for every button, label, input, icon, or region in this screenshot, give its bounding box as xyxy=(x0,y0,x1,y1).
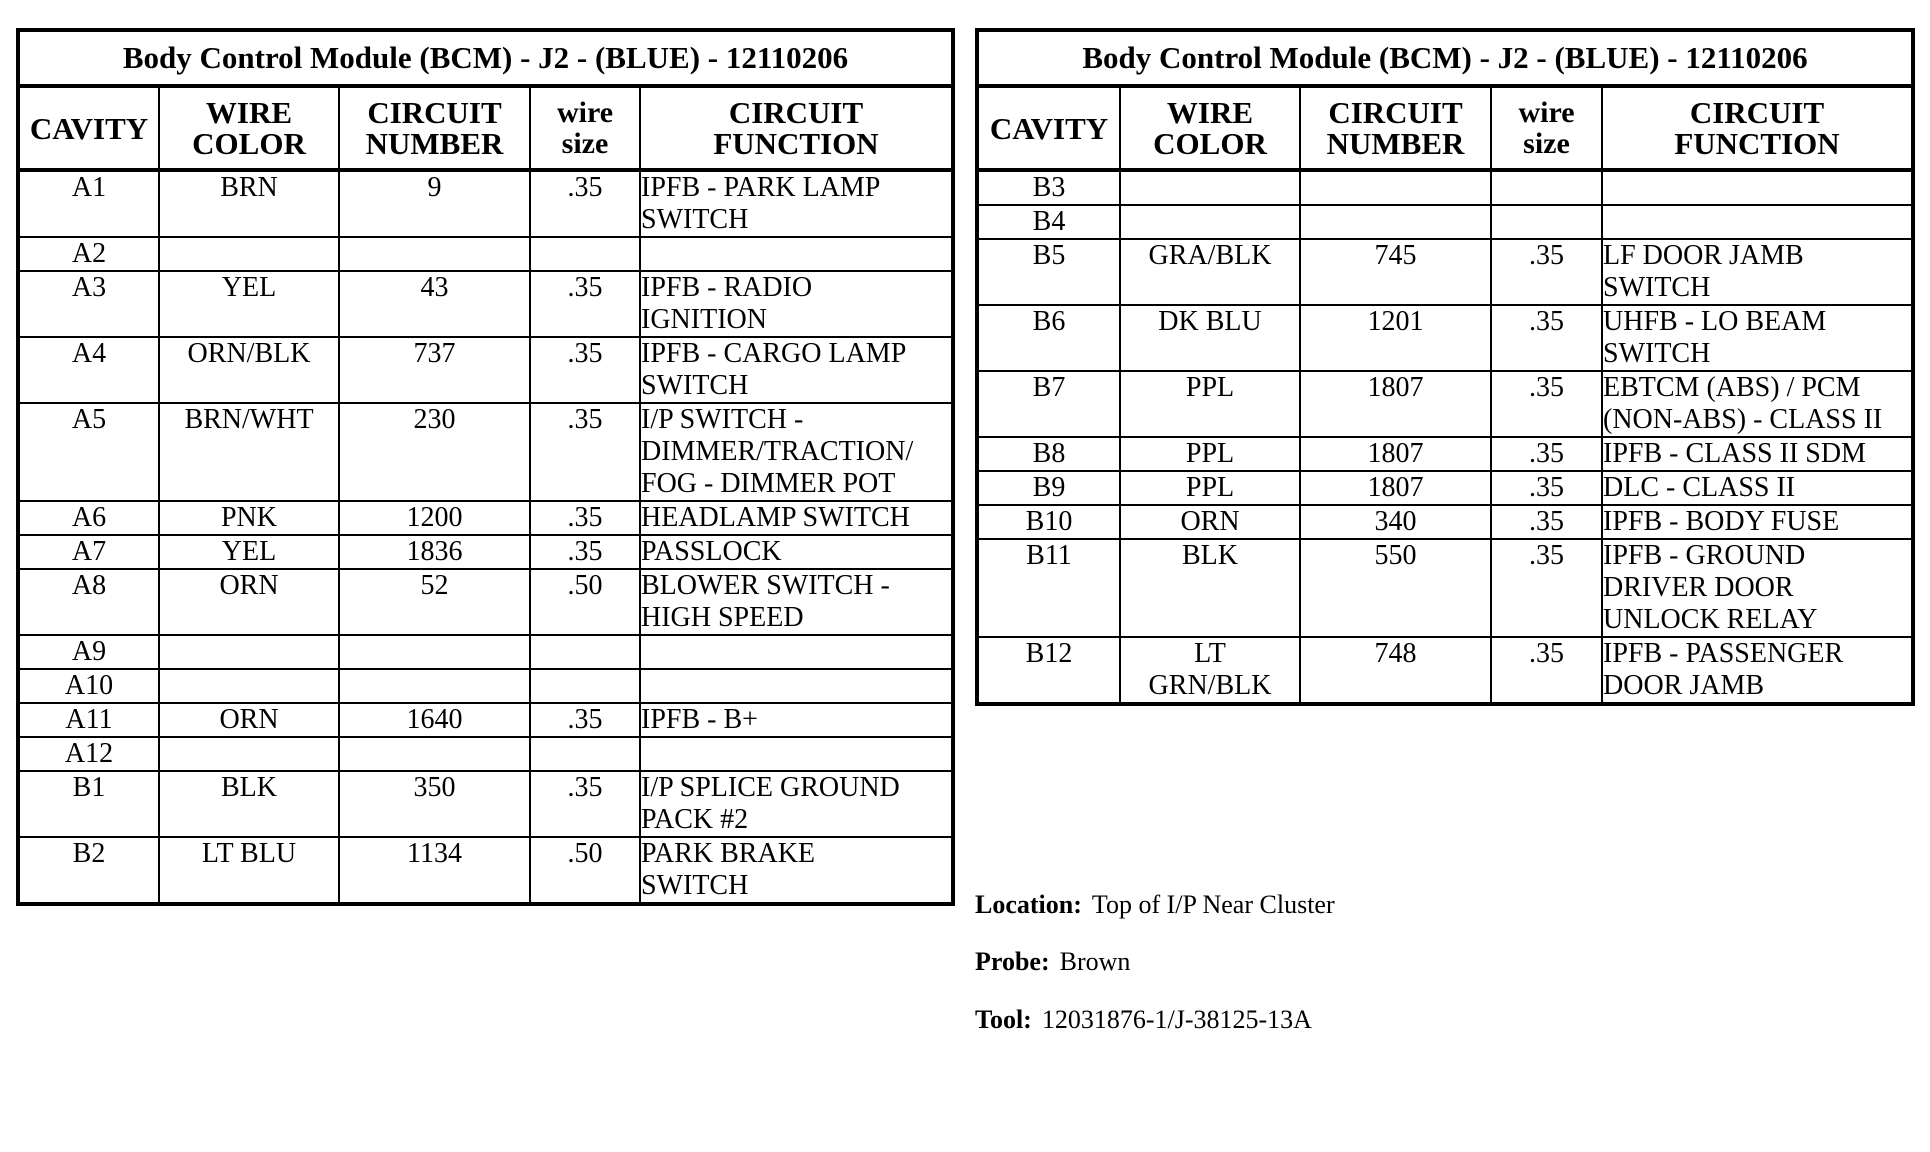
wire-color-cell xyxy=(159,170,339,237)
circuit-function-cell xyxy=(1602,637,1913,704)
wire-size-cell: .35 xyxy=(530,501,640,535)
connector-table-right xyxy=(975,28,1915,706)
circuit-number-cell: 1134 xyxy=(339,837,530,904)
table-title: Body Control Module (BCM) - J2 - (BLUE) - 12110206 xyxy=(18,30,953,86)
circuit-function-cell-line: BLOWER SWITCH - xyxy=(641,570,890,601)
table-row xyxy=(18,771,953,837)
cavity-header: CAVITY xyxy=(977,86,1120,170)
circuit-function-cell-line: I/P SPLICE GROUND xyxy=(641,772,900,803)
circuit-number-cell: 737 xyxy=(339,337,530,403)
wire-size-cell: .35 xyxy=(1491,539,1602,637)
wire-color-cell xyxy=(1120,505,1300,539)
circuit-function-cell-line: IPFB - B+ xyxy=(641,704,758,735)
circuit-function-cell xyxy=(1602,371,1913,437)
circuit-function-cell-line: SWITCH xyxy=(1603,272,1711,303)
cavity-cell: B3 xyxy=(977,170,1120,205)
wire-color-cell-line: GRN/BLK xyxy=(1148,670,1272,701)
circuit-function-cell-line: IPFB - PASSENGER xyxy=(1603,638,1844,669)
wire-size-cell xyxy=(530,737,640,771)
table-row xyxy=(977,239,1913,305)
wire-color-cell xyxy=(159,837,339,904)
circuit-function-cell-line: IPFB - CARGO LAMP xyxy=(641,338,907,369)
wire-color-cell xyxy=(159,403,339,501)
location-line xyxy=(975,890,1335,920)
circuit-function-header: CIRCUIT FUNCTION xyxy=(640,86,953,170)
wire-color-cell-line: PPL xyxy=(1185,472,1235,503)
circuit-function-cell-line: HIGH SPEED xyxy=(641,602,804,633)
table-row xyxy=(977,539,1913,637)
probe-line xyxy=(975,947,1130,977)
tool-value: 12031876-1/J-38125-13A xyxy=(1041,1005,1312,1034)
circuit-function-cell-line: SWITCH xyxy=(641,370,749,401)
circuit-function-cell xyxy=(1602,239,1913,305)
circuit-number-cell: 1807 xyxy=(1300,437,1491,471)
circuit-function-cell xyxy=(640,703,953,737)
wire-size-cell: .50 xyxy=(530,569,640,635)
cavity-cell: A9 xyxy=(18,635,159,669)
wire-color-cell-line: PPL xyxy=(1185,438,1235,469)
wire-color-header: WIRE COLOR xyxy=(1120,86,1300,170)
circuit-number-cell: 43 xyxy=(339,271,530,337)
cavity-cell: B8 xyxy=(977,437,1120,471)
wire-size-cell: .35 xyxy=(1491,505,1602,539)
wire-color-cell xyxy=(159,669,339,703)
circuit-function-cell-line: LF DOOR JAMB xyxy=(1603,240,1804,271)
circuit-function-cell-line: UNLOCK RELAY xyxy=(1603,604,1818,635)
circuit-number-cell: 9 xyxy=(339,170,530,237)
wire-size-cell xyxy=(530,237,640,271)
probe-label: Probe: xyxy=(975,947,1050,976)
wire-size-cell: .35 xyxy=(530,703,640,737)
circuit-function-cell-line: FOG - DIMMER POT xyxy=(641,468,896,499)
circuit-function-cell-line: SWITCH xyxy=(1603,338,1711,369)
circuit-function-cell xyxy=(640,337,953,403)
cavity-cell: A1 xyxy=(18,170,159,237)
circuit-number-cell xyxy=(1300,205,1491,239)
column-header-row xyxy=(977,86,1913,170)
cavity-cell: A8 xyxy=(18,569,159,635)
wire-color-cell xyxy=(159,535,339,569)
circuit-number-cell: 1640 xyxy=(339,703,530,737)
cavity-cell: A4 xyxy=(18,337,159,403)
table-row xyxy=(18,337,953,403)
cavity-cell: B12 xyxy=(977,637,1120,704)
table-row xyxy=(977,437,1913,471)
circuit-function-cell-line: DIMMER/TRACTION/ xyxy=(641,436,914,467)
circuit-number-cell: 1201 xyxy=(1300,305,1491,371)
wire-size-cell: .35 xyxy=(1491,437,1602,471)
circuit-function-cell-line: EBTCM (ABS) / PCM xyxy=(1603,372,1861,403)
circuit-number-cell: 340 xyxy=(1300,505,1491,539)
circuit-function-cell-line: (NON-ABS) - CLASS II xyxy=(1603,404,1883,435)
circuit-function-cell xyxy=(640,237,953,271)
cavity-cell: B10 xyxy=(977,505,1120,539)
circuit-function-cell-line: DLC - CLASS II xyxy=(1603,472,1796,503)
probe-value: Brown xyxy=(1059,947,1131,976)
wire-color-cell-line: ORN xyxy=(219,704,279,735)
wire-color-cell-line: LT BLU xyxy=(201,838,297,869)
circuit-function-cell xyxy=(640,271,953,337)
wire-color-cell xyxy=(1120,305,1300,371)
circuit-number-cell xyxy=(1300,170,1491,205)
cavity-cell: A7 xyxy=(18,535,159,569)
circuit-function-cell xyxy=(640,501,953,535)
wire-color-cell-line: YEL xyxy=(221,272,277,303)
wire-size-cell: .35 xyxy=(530,170,640,237)
wire-color-cell xyxy=(159,501,339,535)
wire-size-header: wire size xyxy=(1491,86,1602,170)
table-row xyxy=(977,371,1913,437)
table-row xyxy=(977,505,1913,539)
circuit-function-cell-line: UHFB - LO BEAM xyxy=(1603,306,1827,337)
wire-color-cell xyxy=(159,737,339,771)
cavity-cell: B7 xyxy=(977,371,1120,437)
wire-size-cell xyxy=(1491,170,1602,205)
circuit-function-cell-line: DRIVER DOOR xyxy=(1603,572,1794,603)
cavity-cell: B1 xyxy=(18,771,159,837)
wire-color-cell-line: YEL xyxy=(221,536,277,567)
table-row xyxy=(18,669,953,703)
wire-color-cell xyxy=(1120,539,1300,637)
cavity-cell: A2 xyxy=(18,237,159,271)
table-row xyxy=(18,837,953,904)
cavity-cell: B6 xyxy=(977,305,1120,371)
table-row xyxy=(18,170,953,237)
circuit-function-header: CIRCUIT FUNCTION xyxy=(1602,86,1913,170)
circuit-function-cell xyxy=(1602,205,1913,239)
circuit-number-cell: 1807 xyxy=(1300,371,1491,437)
circuit-function-cell-line: SWITCH xyxy=(641,204,749,235)
circuit-number-cell: 745 xyxy=(1300,239,1491,305)
cavity-cell: A12 xyxy=(18,737,159,771)
circuit-number-cell xyxy=(339,237,530,271)
circuit-function-cell-line: IPFB - GROUND xyxy=(1603,540,1806,571)
wire-color-cell-line: BRN/WHT xyxy=(184,404,314,435)
location-value: Top of I/P Near Cluster xyxy=(1091,890,1335,919)
circuit-number-header: CIRCUIT NUMBER xyxy=(339,86,530,170)
circuit-function-cell-line: PASSLOCK xyxy=(641,536,782,567)
wire-size-cell xyxy=(1491,205,1602,239)
circuit-function-cell xyxy=(1602,505,1913,539)
circuit-number-cell: 1807 xyxy=(1300,471,1491,505)
table-row xyxy=(18,271,953,337)
circuit-function-cell xyxy=(1602,471,1913,505)
cavity-cell: A5 xyxy=(18,403,159,501)
table-row xyxy=(18,501,953,535)
wire-color-cell xyxy=(1120,239,1300,305)
circuit-function-cell xyxy=(640,635,953,669)
table-title: Body Control Module (BCM) - J2 - (BLUE) - 12110206 xyxy=(977,30,1913,86)
wire-color-cell xyxy=(159,271,339,337)
wire-size-header: wire size xyxy=(530,86,640,170)
circuit-function-cell-line: PARK BRAKE xyxy=(641,838,816,869)
wire-color-cell xyxy=(1120,637,1300,704)
wire-color-cell xyxy=(1120,471,1300,505)
wire-size-cell: .35 xyxy=(1491,305,1602,371)
circuit-number-cell: 1200 xyxy=(339,501,530,535)
wire-size-cell: .35 xyxy=(530,271,640,337)
circuit-number-cell xyxy=(339,635,530,669)
circuit-function-cell xyxy=(640,569,953,635)
circuit-function-cell-line: DOOR JAMB xyxy=(1603,670,1765,701)
table-row xyxy=(18,703,953,737)
wire-size-cell xyxy=(530,635,640,669)
wire-color-cell-line: PPL xyxy=(1185,372,1235,403)
circuit-number-cell: 230 xyxy=(339,403,530,501)
circuit-function-cell xyxy=(640,535,953,569)
circuit-function-cell-line: IPFB - CLASS II SDM xyxy=(1603,438,1866,469)
wire-size-cell: .35 xyxy=(530,771,640,837)
wire-color-cell-line: BLK xyxy=(221,772,277,803)
wire-color-cell-line: BRN xyxy=(220,172,278,203)
table-row xyxy=(18,569,953,635)
cavity-cell: A3 xyxy=(18,271,159,337)
wire-size-cell: .35 xyxy=(1491,637,1602,704)
circuit-function-cell xyxy=(1602,305,1913,371)
wire-color-cell xyxy=(1120,170,1300,205)
table-row xyxy=(18,237,953,271)
wire-size-cell: .35 xyxy=(1491,371,1602,437)
table-row xyxy=(18,635,953,669)
wire-color-cell-line: GRA/BLK xyxy=(1148,240,1272,271)
circuit-function-cell-line: HEADLAMP SWITCH xyxy=(641,502,910,533)
circuit-function-cell xyxy=(640,669,953,703)
circuit-function-cell xyxy=(640,403,953,501)
cavity-cell: A11 xyxy=(18,703,159,737)
wire-color-cell-line: BLK xyxy=(1182,540,1238,571)
circuit-number-cell: 748 xyxy=(1300,637,1491,704)
table-row xyxy=(977,305,1913,371)
circuit-function-cell xyxy=(640,771,953,837)
wire-size-cell: .50 xyxy=(530,837,640,904)
cavity-cell: B4 xyxy=(977,205,1120,239)
cavity-cell: B9 xyxy=(977,471,1120,505)
cavity-header xyxy=(18,86,159,170)
wire-size-cell: .35 xyxy=(530,403,640,501)
wire-size-cell xyxy=(530,669,640,703)
wire-color-cell xyxy=(1120,371,1300,437)
location-label: Location: xyxy=(975,890,1082,919)
wire-color-cell xyxy=(1120,437,1300,471)
circuit-function-cell xyxy=(1602,539,1913,637)
tool-label: Tool: xyxy=(975,1005,1032,1034)
wire-color-header: WIRE COLOR xyxy=(159,86,339,170)
circuit-function-cell-line: I/P SWITCH - xyxy=(641,404,804,435)
circuit-function-cell-line: IPFB - BODY FUSE xyxy=(1603,506,1840,537)
wire-color-cell-line: DK BLU xyxy=(1158,306,1262,337)
wire-size-cell: .35 xyxy=(1491,239,1602,305)
column-header-row xyxy=(18,86,953,170)
wire-color-cell xyxy=(1120,205,1300,239)
circuit-function-cell-line: PACK #2 xyxy=(641,804,749,835)
circuit-function-cell xyxy=(640,837,953,904)
table-row xyxy=(18,737,953,771)
wire-color-cell xyxy=(159,703,339,737)
circuit-number-cell xyxy=(339,737,530,771)
circuit-number-cell: 52 xyxy=(339,569,530,635)
table-row xyxy=(977,205,1913,239)
wire-color-cell-line: ORN xyxy=(1180,506,1240,537)
table-row xyxy=(977,471,1913,505)
table-row xyxy=(977,170,1913,205)
circuit-function-cell-line: IGNITION xyxy=(641,304,767,335)
circuit-number-cell: 550 xyxy=(1300,539,1491,637)
cavity-header-label: CAVITY xyxy=(29,110,149,146)
wire-color-cell-line: PNK xyxy=(220,502,277,533)
cavity-cell: A10 xyxy=(18,669,159,703)
connector-table-left xyxy=(16,28,955,906)
circuit-number-cell xyxy=(339,669,530,703)
circuit-function-cell-line: IPFB - RADIO xyxy=(641,272,813,303)
table-row xyxy=(977,637,1913,704)
cavity-cell: A6 xyxy=(18,501,159,535)
circuit-function-cell-line: IPFB - PARK LAMP xyxy=(641,172,881,203)
wire-size-cell: .35 xyxy=(530,535,640,569)
circuit-function-cell xyxy=(640,170,953,237)
wire-color-cell xyxy=(159,237,339,271)
circuit-function-cell-line: SWITCH xyxy=(641,870,749,901)
wire-color-cell-line: ORN/BLK xyxy=(187,338,311,369)
wire-color-cell xyxy=(159,771,339,837)
wire-color-cell-line: ORN xyxy=(219,570,279,601)
circuit-number-cell: 1836 xyxy=(339,535,530,569)
wire-color-cell xyxy=(159,569,339,635)
circuit-number-cell: 350 xyxy=(339,771,530,837)
tool-line xyxy=(975,1005,1312,1035)
table-row xyxy=(18,535,953,569)
cavity-cell: B5 xyxy=(977,239,1120,305)
wire-size-cell: .35 xyxy=(1491,471,1602,505)
table-body-right xyxy=(977,170,1913,704)
circuit-number-header: CIRCUIT NUMBER xyxy=(1300,86,1491,170)
table-row xyxy=(18,403,953,501)
table-body-left xyxy=(18,170,953,904)
wire-color-cell xyxy=(159,337,339,403)
circuit-function-cell xyxy=(640,737,953,771)
wire-size-cell: .35 xyxy=(530,337,640,403)
cavity-cell: B11 xyxy=(977,539,1120,637)
circuit-function-cell xyxy=(1602,170,1913,205)
circuit-function-cell xyxy=(1602,437,1913,471)
cavity-cell: B2 xyxy=(18,837,159,904)
wire-color-cell-line: LT xyxy=(1194,638,1226,669)
wire-color-cell xyxy=(159,635,339,669)
